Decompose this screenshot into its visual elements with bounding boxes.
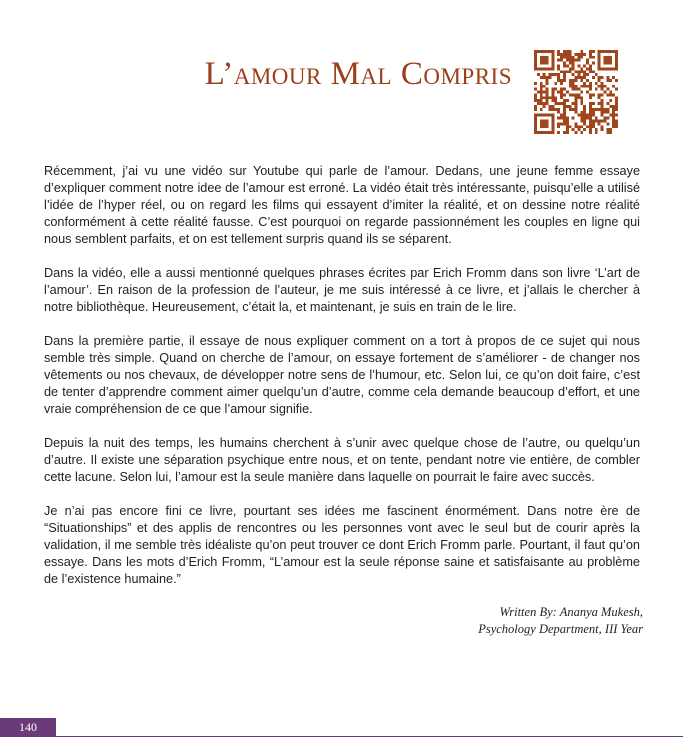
article-body [44,163,640,605]
footer-divider [56,736,683,737]
author-line: Written By: Ananya Mukesh, [499,605,643,619]
paragraph-5: Je n’ai pas encore fini ce livre, pourtant ses idées me fascinent énormément. Dans notre ère de “Situationships” et des applis de rencontres ou les personnes vont avec le seul but de courir après la validation, il me semble très idéaliste qu’on peut trouver ce dont Erich Fromm parle. Pourtant, il faut qu’on essaye. Dans les mots d’Erich Fromm, “L’amour est la seule réponse saine et satisfaisante au problème de l’existence humaine.” [44,504,640,586]
author-signature [478,604,643,638]
paragraph-2: Dans la vidéo, elle a aussi mentionné quelques phrases écrites par Erich Fromm dans son livre ‘L’art de l’amour’. En raison de la profession de l’auteur, je me suis intéressé à ce livre, et j’allais le chercher à notre bibliothèque. Heureusement, c’était la, et maintenant, je suis en train de le lire. [44,266,640,314]
paragraph-4: Depuis la nuit des temps, les humains cherchent à s’unir avec quelque chose de l’autre, ou quelqu’un d’autre. Il existe une séparation psychique entre nous, et on tente, pendant notre vie entière, de combler cette lacune. Selon lui, l’amour est la seule manière dans laquelle on pourrait le faire avec succès. [44,436,640,484]
article-title: L’amour Mal Compris [204,56,512,92]
paragraph-3: Dans la première partie, il essaye de nous expliquer comment on a tort à propos de ce sujet qui nous semble très simple. Quand on cherche de l’amour, on essaye fortement de s’améliorer - de changer nos vêtements ou nos chevaux, de développer notre sens de l’humour, etc. Selon lui, ce qu’on doit faire, c’est de tenter d’apprendre comment aimer quelqu’un d’autre, comme cela demande beaucoup d’effort, et une vraie compréhension de ce que l’amour signifie. [44,334,640,416]
department-line: Psychology Department, III Year [478,622,643,636]
paragraph-1: Récemment, j’ai vu une vidéo sur Youtube qui parle de l’amour. Dedans, une jeune femme essaye d’expliquer comment notre idee de l’amour est erroné. La vidéo était très intéressante, puisqu’elle a utilisé l’idée de l’hyper réel, ou on regard les films qui essayent d’imiter la réalité, et on dessine notre réalité conformément à cette réalité fausse. C’est pourquoi on regarde passionnément les couples en ligne qui nous semblent parfaits, et on est tellement surpris quand ils se séparent. [44,164,640,246]
page-number-badge: 140 [0,718,56,737]
qr-code-icon [534,50,618,134]
